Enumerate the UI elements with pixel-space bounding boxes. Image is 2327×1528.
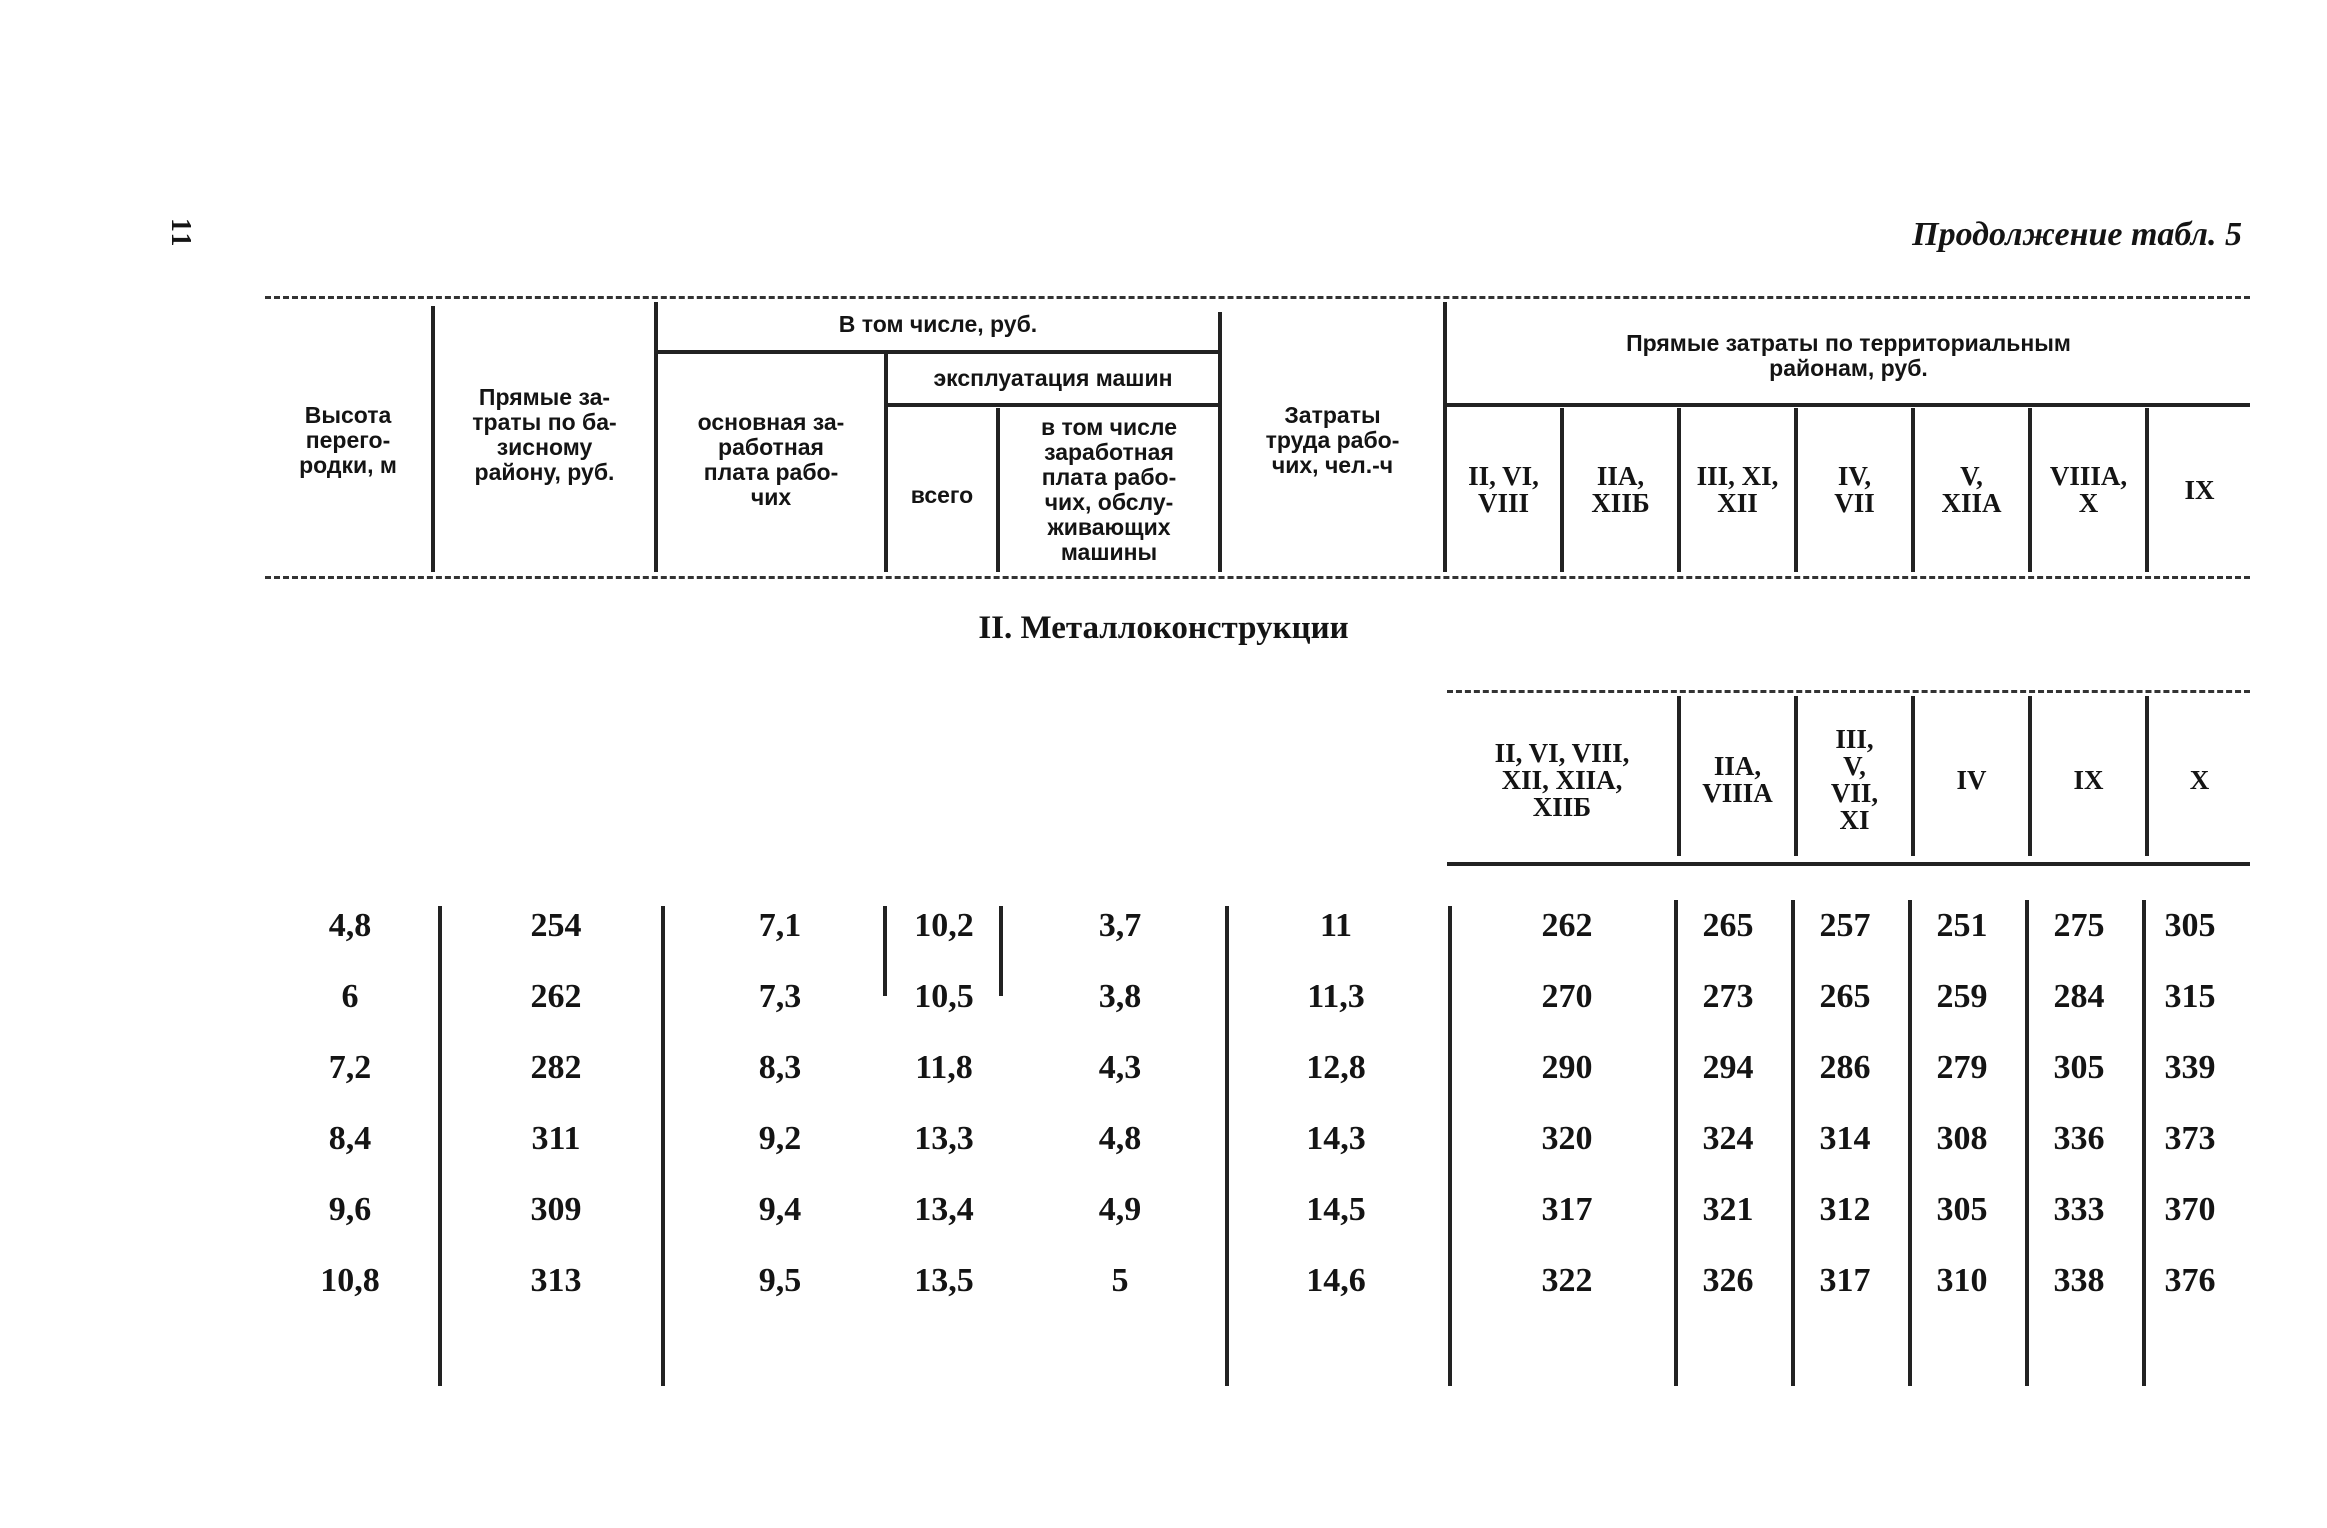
cell-region-cost: 321 [1702, 1191, 1754, 1228]
cell-region-cost: 279 [1936, 1049, 1988, 1086]
cell-region-cost: 373 [2164, 1120, 2216, 1157]
cell-region-cost: 308 [1936, 1120, 1988, 1157]
header-region-col: IX [2184, 474, 2215, 505]
cell-base-wage: 8,3 [758, 1049, 802, 1086]
cell-labor-cost: 12,8 [1306, 1049, 1366, 1086]
header-labor-cost: Затраты труда рабо- чих, чел.-ч [1265, 401, 1400, 478]
cell-machines-wage: 3,7 [1098, 907, 1142, 944]
cell-region-cost: 376 [2164, 1262, 2216, 1299]
section-header-bottom-rule [1447, 862, 2250, 866]
cell-labor-cost: 11 [1319, 907, 1353, 944]
cell-base-wage: 9,4 [758, 1191, 802, 1228]
header-base-wage: основная за- работная плата рабо- чих [697, 409, 845, 510]
cell-region-cost: 270 [1541, 978, 1593, 1015]
cell-partition-height: 7,2 [328, 1049, 372, 1086]
cell-base-wage: 7,1 [758, 907, 802, 944]
header-including: В том числе, руб. [838, 310, 1038, 337]
cell-region-cost: 273 [1702, 978, 1754, 1015]
incl-underline [658, 350, 1218, 354]
cell-region-cost: 262 [1541, 907, 1593, 944]
cell-partition-height: 9,6 [328, 1191, 372, 1228]
section-region-col: IX [2073, 764, 2104, 795]
header-direct-base: Прямые за- траты по ба- зисному району, руб. [472, 384, 617, 485]
cell-direct-base: 309 [530, 1191, 582, 1228]
cell-machines-wage: 3,8 [1098, 978, 1142, 1015]
header-territorial-costs: Прямые затраты по территориальным районам, руб. [1626, 330, 2071, 381]
section-title: II. Металлоконструкции [978, 610, 1349, 646]
body-divider [1448, 906, 1452, 1386]
cell-region-cost: 324 [1702, 1120, 1754, 1157]
cell-machines-total: 10,5 [914, 978, 974, 1015]
body-divider [1225, 906, 1229, 1386]
cell-region-cost: 265 [1702, 907, 1754, 944]
header-region-col: IV, VII [1834, 461, 1875, 518]
cell-region-cost: 286 [1819, 1049, 1871, 1086]
cell-partition-height: 8,4 [328, 1120, 372, 1157]
cell-machines-wage: 4,3 [1098, 1049, 1142, 1086]
cell-region-cost: 320 [1541, 1120, 1593, 1157]
cell-region-cost: 290 [1541, 1049, 1593, 1086]
header-bottom-rule [265, 576, 2250, 579]
cell-machines-wage: 4,9 [1098, 1191, 1142, 1228]
cell-region-cost: 315 [2164, 978, 2216, 1015]
cell-machines-wage: 5 [1111, 1262, 1129, 1299]
cell-direct-base: 311 [531, 1120, 581, 1157]
cell-region-cost: 251 [1936, 907, 1988, 944]
header-top-rule [265, 296, 2250, 299]
header-partition-height: Высота перего- родки, м [299, 401, 397, 478]
cell-direct-base: 262 [530, 978, 582, 1015]
header-machines-wage: в том числе заработная плата рабо- чих, обслу- живающих машины [1040, 414, 1178, 565]
section-region-col: III, V, VII, XI [1830, 724, 1879, 835]
cell-labor-cost: 11,3 [1307, 978, 1365, 1015]
cell-labor-cost: 14,3 [1306, 1120, 1366, 1157]
page-number: 11 [165, 218, 196, 249]
table-continuation-caption: Продолжение табл. 5 [1912, 216, 2242, 253]
cell-region-cost: 284 [2053, 978, 2105, 1015]
cell-base-wage: 7,3 [758, 978, 802, 1015]
cell-base-wage: 9,5 [758, 1262, 802, 1299]
cell-machines-total: 10,2 [914, 907, 974, 944]
cell-partition-height: 6 [341, 978, 359, 1015]
header-region-col: VIIIA, X [2049, 461, 2128, 518]
cell-region-cost: 305 [2053, 1049, 2105, 1086]
header-region-col: V, XIIA [1941, 461, 2002, 518]
cell-region-cost: 312 [1819, 1191, 1871, 1228]
cell-direct-base: 254 [530, 907, 582, 944]
cell-direct-base: 282 [530, 1049, 582, 1086]
cell-machines-total: 13,5 [914, 1262, 974, 1299]
cell-region-cost: 310 [1936, 1262, 1988, 1299]
header-region-col: III, XI, XII [1696, 461, 1779, 518]
cell-region-cost: 326 [1702, 1262, 1754, 1299]
cell-region-cost: 338 [2053, 1262, 2105, 1299]
cell-machines-total: 13,3 [914, 1120, 974, 1157]
cell-labor-cost: 14,6 [1306, 1262, 1366, 1299]
section-region-col: IV [1956, 764, 1987, 795]
cell-region-cost: 317 [1819, 1262, 1871, 1299]
cell-labor-cost: 14,5 [1306, 1191, 1366, 1228]
body-divider [661, 906, 665, 1386]
cell-region-cost: 265 [1819, 978, 1871, 1015]
header-region-col: IIA, XIIБ [1591, 461, 1650, 518]
cell-region-cost: 259 [1936, 978, 1988, 1015]
cell-direct-base: 313 [530, 1262, 582, 1299]
cell-partition-height: 4,8 [328, 907, 372, 944]
cell-machines-total: 13,4 [914, 1191, 974, 1228]
cell-machines-wage: 4,8 [1098, 1120, 1142, 1157]
cell-region-cost: 294 [1702, 1049, 1754, 1086]
cell-region-cost: 257 [1819, 907, 1871, 944]
header-machines-total: всего [910, 481, 974, 508]
cell-partition-height: 10,8 [320, 1262, 380, 1299]
cell-region-cost: 314 [1819, 1120, 1871, 1157]
cell-machines-total: 11,8 [915, 1049, 973, 1086]
cell-region-cost: 322 [1541, 1262, 1593, 1299]
machines-underline [888, 403, 1218, 407]
body-divider [438, 906, 442, 1386]
cell-region-cost: 339 [2164, 1049, 2216, 1086]
cell-region-cost: 305 [2164, 907, 2216, 944]
section-header-top-rule [1447, 690, 2250, 693]
cell-region-cost: 275 [2053, 907, 2105, 944]
cell-region-cost: 317 [1541, 1191, 1593, 1228]
section-region-col: X [2189, 764, 2210, 795]
section-region-col: II, VI, VIII, XII, XIIA, XIIБ [1494, 737, 1630, 822]
section-region-col: IIA, VIIIA [1702, 751, 1773, 808]
territorial-underline [1447, 403, 2250, 407]
cell-base-wage: 9,2 [758, 1120, 802, 1157]
cell-region-cost: 305 [1936, 1191, 1988, 1228]
header-region-col: II, VI, VIII [1468, 461, 1539, 518]
cell-region-cost: 333 [2053, 1191, 2105, 1228]
cell-region-cost: 370 [2164, 1191, 2216, 1228]
header-machine-operation: эксплуатация машин [933, 364, 1173, 391]
cell-region-cost: 336 [2053, 1120, 2105, 1157]
